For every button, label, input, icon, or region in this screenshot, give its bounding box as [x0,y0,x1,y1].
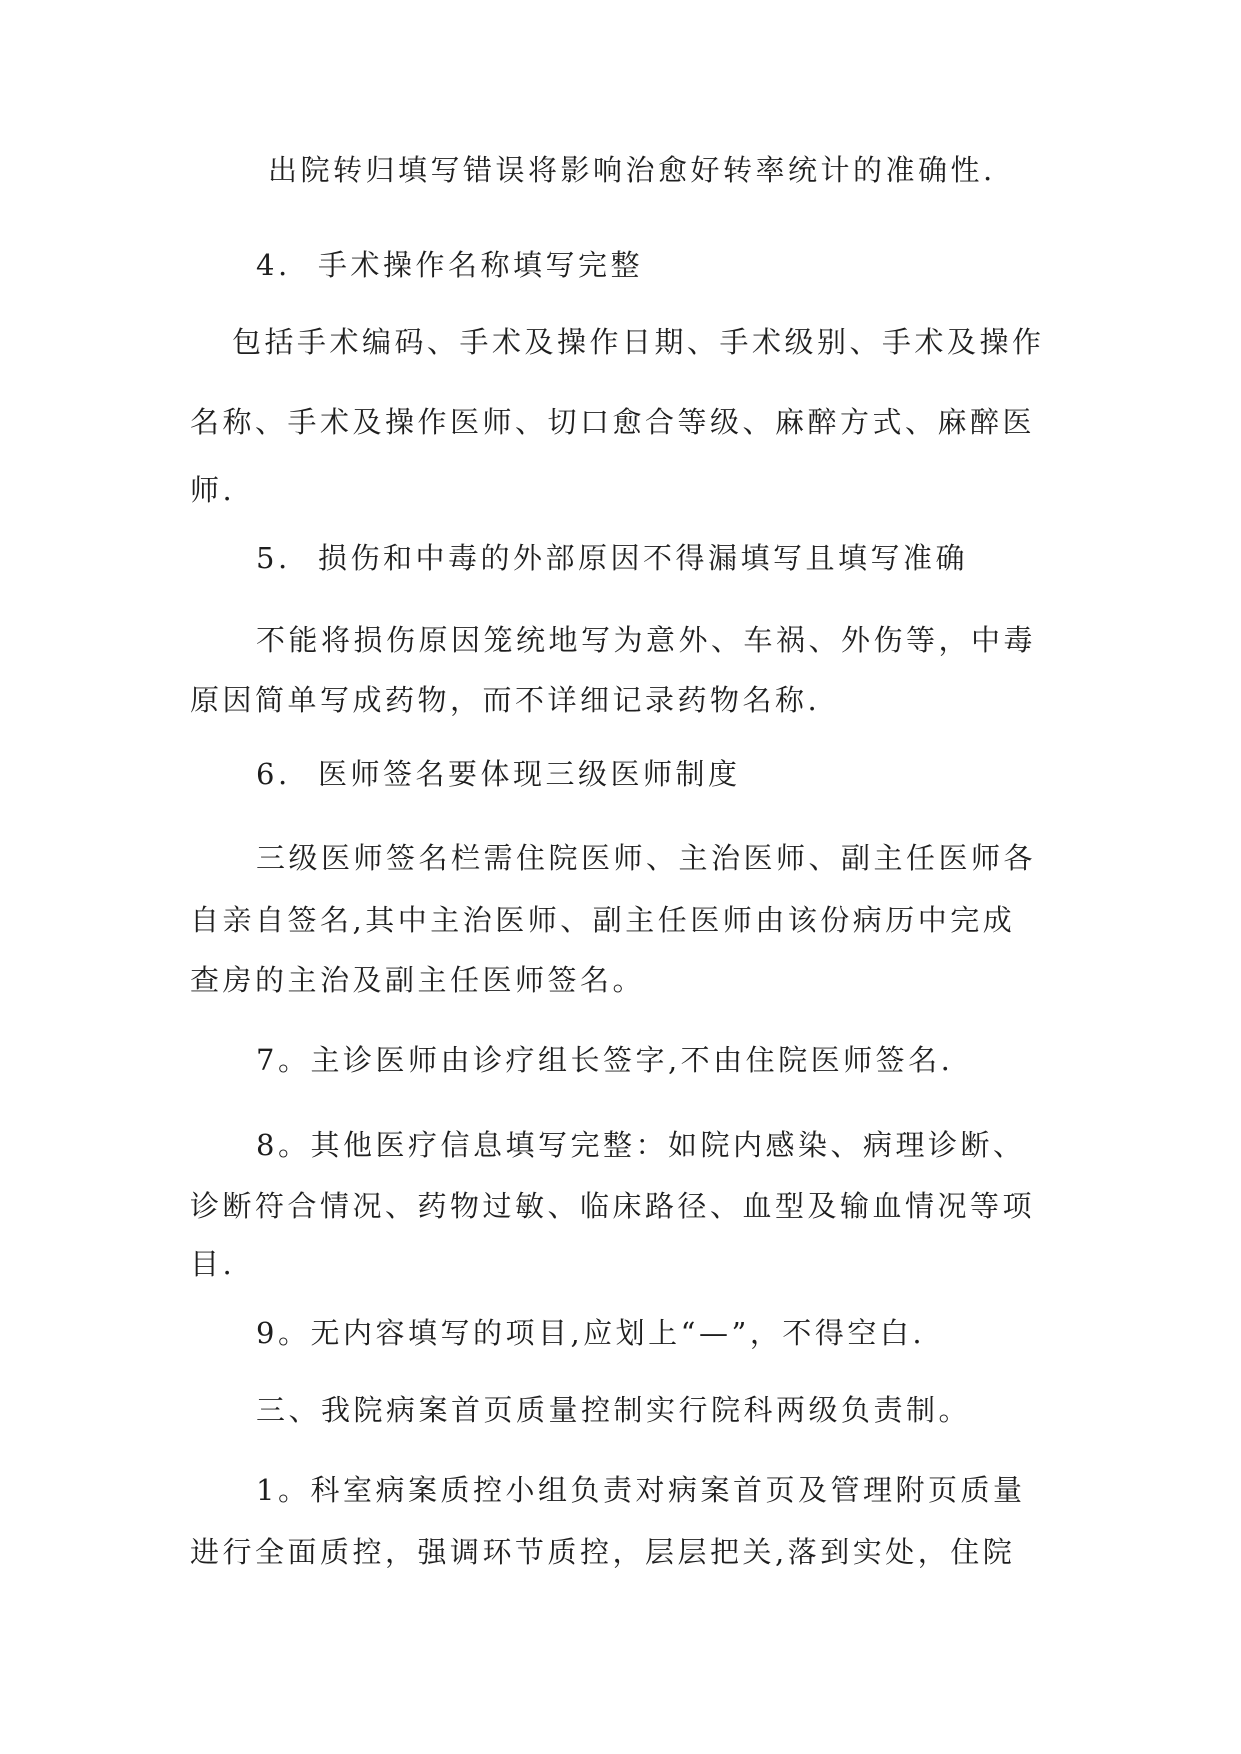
section-heading-6 [256,754,741,794]
heading-text: 手术操作名称填写完整 [318,248,644,282]
paragraph-line: 7。主诊医师由诊疗组长签字,不由住院医师签名. [256,1043,954,1077]
paragraph-line: 包括手术编码、手术及操作日期、手术级别、手术及操作 [232,325,1045,359]
paragraph-line: 出院转归填写错误将影响治愈好转率统计的准确性. [268,153,996,187]
paragraph-line: 原因简单写成药物，而不详细记录药物名称. [190,683,821,717]
heading-number: 5. [256,541,291,575]
section-heading-5 [256,538,968,578]
section-heading-4 [256,245,643,285]
heading-number: 6. [256,757,291,791]
paragraph-line: 诊断符合情况、药物过敏、临床路径、血型及输血情况等项 [190,1189,1036,1223]
paragraph-line: 8。其他医疗信息填写完整：如院内感染、病理诊断、 [256,1128,1026,1162]
heading-text: 损伤和中毒的外部原因不得漏填写且填写准确 [318,541,969,575]
paragraph-line: 名称、手术及操作医师、切口愈合等级、麻醉方式、麻醉医 [190,405,1036,439]
paragraph-line: 自亲自签名,其中主治医师、副主任医师由该份病历中完成 [190,903,1016,937]
section-heading-three: 三、我院病案首页质量控制实行院科两级负责制。 [256,1393,972,1427]
paragraph-line: 1。科室病案质控小组负责对病案首页及管理附页质量 [256,1473,1026,1507]
paragraph-line: 进行全面质控，强调环节质控，层层把关,落到实处，住院 [190,1535,1016,1569]
paragraph-line: 目. [190,1247,236,1281]
paragraph-line: 不能将损伤原因笼统地写为意外、车祸、外伤等，中毒 [256,623,1037,657]
heading-text: 医师签名要体现三级医师制度 [318,757,741,791]
paragraph-line: 师. [190,473,236,507]
heading-number: 4. [256,248,291,282]
paragraph-line: 9。无内容填写的项目,应划上“—”，不得空白. [256,1316,926,1350]
paragraph-line: 三级医师签名栏需住院医师、主治医师、副主任医师各 [256,841,1037,875]
paragraph-line: 查房的主治及副主任医师签名。 [190,963,646,997]
